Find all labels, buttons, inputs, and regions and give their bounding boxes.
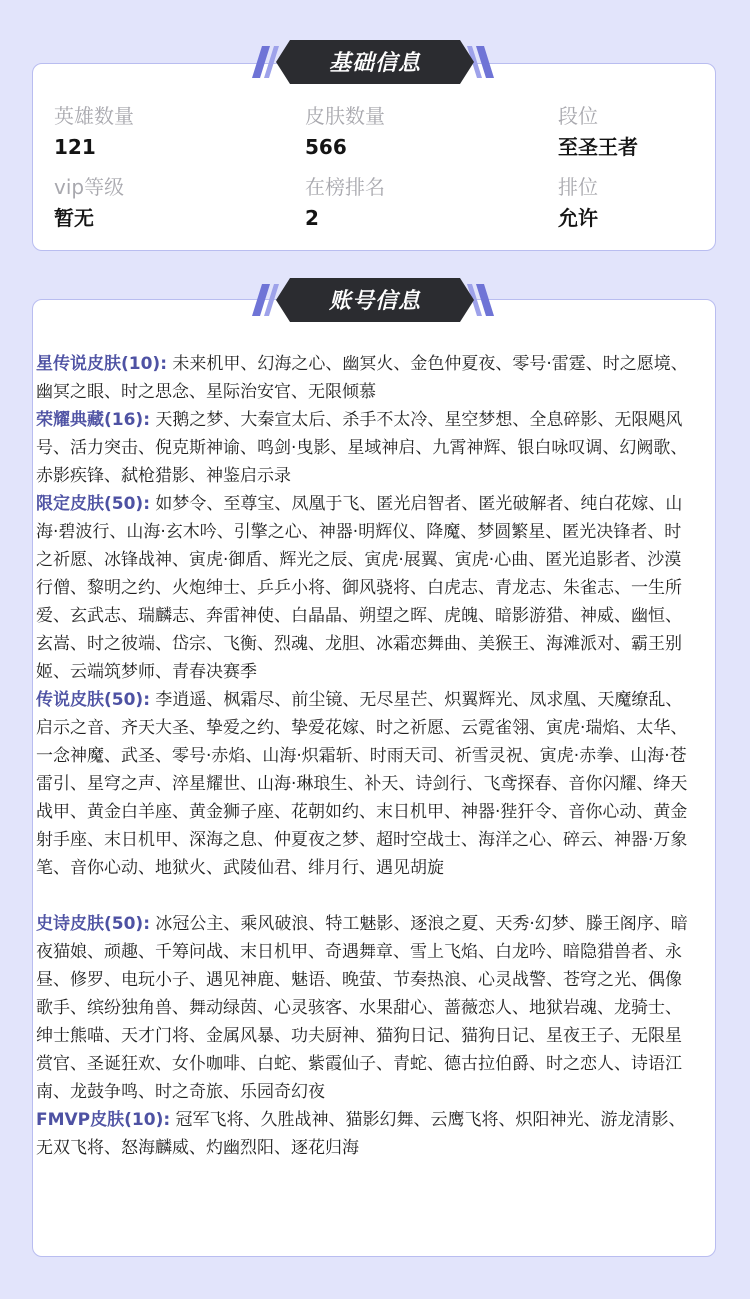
skin-count-label: 皮肤数量	[305, 104, 385, 128]
category-label: 传说皮肤(50):	[36, 690, 150, 710]
category-label: FMVP皮肤(10):	[36, 1110, 171, 1130]
leaderboard-rank-field	[305, 174, 525, 231]
leaderboard-rank-value: 2	[305, 206, 319, 230]
category-items: 李逍遥、枫霜尽、前尘镜、无尽星芒、炽翼辉光、凤求凰、天魔缭乱、启示之音、齐天大圣、挚爱之约、挚爱花嫁、时之祈愿、云霓雀翎、寅虎·瑞焰、太华、一念神魔、武圣、零号·赤焰、山海·炽霜斩、时雨天司、祈雪灵祝、寅虎·赤拳、山海·苍雷引、星穹之声、淬星耀世、山海·琳琅生、补天、诗剑行、飞鸢探春、音你闪耀、绛天战甲、黄金白羊座、黄金狮子座、花朝如约、末日机甲、神器·狴犴令、音你心动、黄金射手座、末日机甲、深海之息、仲夏夜之梦、超时空战士、海洋之心、碎云、神器·万象笔、音你心动、地狱火、武陵仙君、绯月行、遇见胡旋	[36, 690, 688, 878]
skin-count-field	[305, 103, 525, 160]
category-label: 荣耀典藏(16):	[36, 410, 150, 430]
rank-tier-value: 至圣王者	[558, 135, 638, 159]
leaderboard-rank-label: 在榜排名	[305, 175, 385, 199]
ranked-allowed-value: 允许	[558, 206, 598, 230]
account-info-title: 账号信息	[328, 289, 421, 314]
category-items: 未来机甲、幻海之心、幽冥火、金色仲夏夜、零号·雷霆、时之愿境、幽冥之眼、时之思念、星际治安官、无限倾慕	[36, 354, 688, 402]
account-info-header	[0, 276, 750, 324]
list-item-glory-collection	[36, 406, 694, 490]
category-items: 天鹅之梦、大秦宣太后、杀手不太冷、星空梦想、全息碎影、无限飓风号、活力突击、倪克斯神谕、鸣剑·曳影、星域神启、九霄神辉、银白咏叹调、幻阙歌、赤影疾锋、弑枪猎影、神鉴启示录	[36, 410, 688, 486]
hero-count-field	[54, 103, 274, 160]
category-label: 史诗皮肤(50):	[36, 914, 150, 934]
list-item-limited	[36, 490, 694, 686]
basic-info-header	[0, 38, 750, 86]
list-spacer	[36, 882, 694, 910]
category-items: 如梦令、至尊宝、凤凰于飞、匿光启智者、匿光破解者、纯白花嫁、山海·碧波行、山海·玄木吟、引擎之心、神器·明辉仪、降魔、梦圆繁星、匿光决锋者、时之祈愿、冰锋战神、寅虎·御盾、辉光之辰、寅虎·展翼、寅虎·心曲、匿光追影者、沙漠行僧、黎明之约、火炮绅士、乒乒小将、御风骁将、白虎志、青龙志、朱雀志、一生所爱、玄武志、瑞麟志、奔雷神使、白晶晶、朔望之晖、虎魄、暗影游猎、神威、幽恒、玄嵩、时之彼端、岱宗、飞衡、烈魂、龙胆、冰霜恋舞曲、美猴王、海滩派对、霸王别姬、云端筑梦师、青春决赛季	[36, 494, 683, 682]
skin-count-value: 566	[305, 135, 347, 159]
ranked-allowed-field	[558, 174, 750, 231]
ranked-allowed-label: 排位	[558, 175, 598, 199]
category-label: 星传说皮肤(10):	[36, 354, 167, 374]
category-items: 冠军飞将、久胜战神、猫影幻舞、云鹰飞将、炽阳神光、游龙清影、无双飞将、怒海麟威、灼幽烈阳、逐花归海	[36, 1110, 686, 1158]
category-label: 限定皮肤(50):	[36, 494, 150, 514]
hero-count-value: 121	[54, 135, 96, 159]
list-item-star-legend	[36, 350, 694, 406]
hero-count-label: 英雄数量	[54, 104, 134, 128]
list-item-legend	[36, 686, 694, 882]
category-items: 冰冠公主、乘风破浪、特工魅影、逐浪之夏、天秀·幻梦、滕王阁序、暗夜猫娘、顽趣、千筹问战、末日机甲、奇遇舞章、雪上飞焰、白龙吟、暗隐猎兽者、永昼、修罗、电玩小子、遇见神鹿、魅语、晚萤、节奏热浪、心灵战警、苍穹之光、偶像歌手、缤纷独角兽、舞动绿茵、心灵骇客、水果甜心、蔷薇恋人、地狱岩魂、龙骑士、绅士熊喵、天才门将、金属风暴、功夫厨神、猫狗日记、猫狗日记、星夜王子、无限星赏官、圣诞狂欢、女仆咖啡、白蛇、紫霞仙子、青蛇、德古拉伯爵、时之恋人、诗语江南、龙鼓争鸣、时之奇旅、乐园奇幻夜	[36, 914, 688, 1102]
vip-level-label: vip等级	[54, 175, 125, 199]
basic-info-title: 基础信息	[328, 51, 421, 76]
rank-tier-field	[558, 103, 750, 160]
rank-tier-label: 段位	[558, 104, 598, 128]
list-item-epic	[36, 910, 694, 1106]
vip-level-value: 暂无	[54, 206, 94, 230]
skin-list	[36, 350, 694, 1162]
list-item-fmvp	[36, 1106, 694, 1162]
vip-level-field	[54, 174, 274, 231]
